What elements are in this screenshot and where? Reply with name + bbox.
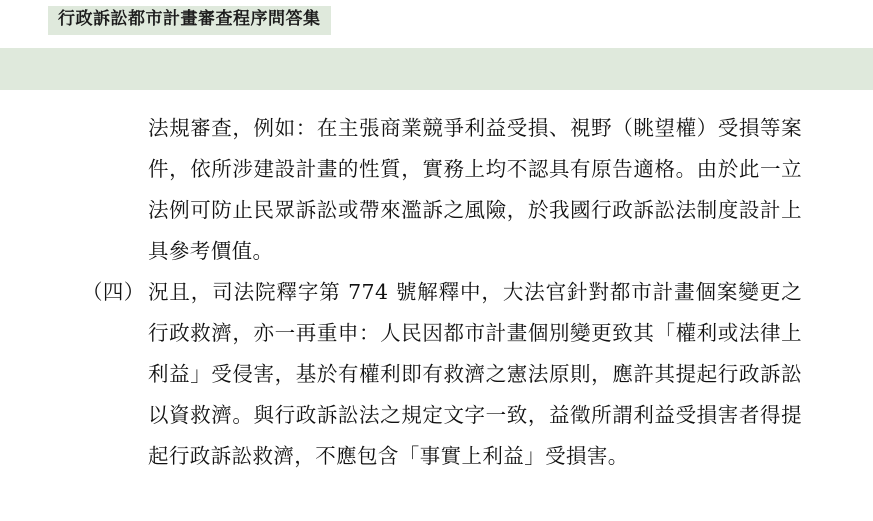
paragraph-text: 法規審查，例如：在主張商業競爭利益受損、視野（眺望權）受損等案件，依所涉建設計畫的性質，實務上均不認具有原告適格。由於此一立法例可防止民眾訴訟或帶來濫訴之風險，於我國行政訴訟法制度設計上具參考價值。: [148, 116, 802, 263]
body-text: [82, 108, 802, 477]
page-title: 行政訴訟都市計畫審查程序問答集: [48, 6, 331, 35]
paragraph-continuation: [82, 108, 802, 272]
paragraph-marker: （四）: [82, 280, 145, 304]
paragraph-item-4: [82, 272, 802, 477]
paragraph-text: 況且，司法院釋字第 774 號解釋中，大法官針對都市計畫個案變更之行政救濟，亦一再重申：人民因都市計畫個別變更致其「權利或法律上利益」受侵害，基於有權利即有救濟之憲法原則，應許其提起行政訴訟以資救濟。與行政訴訟法之規定文字一致，益徵所謂利益受損害者得提起行政訴訟救濟，不應包含「事實上利益」受損害。: [148, 280, 802, 468]
header-green-rule: [0, 48, 873, 90]
header-band: [0, 0, 873, 48]
document-content: [0, 90, 873, 521]
